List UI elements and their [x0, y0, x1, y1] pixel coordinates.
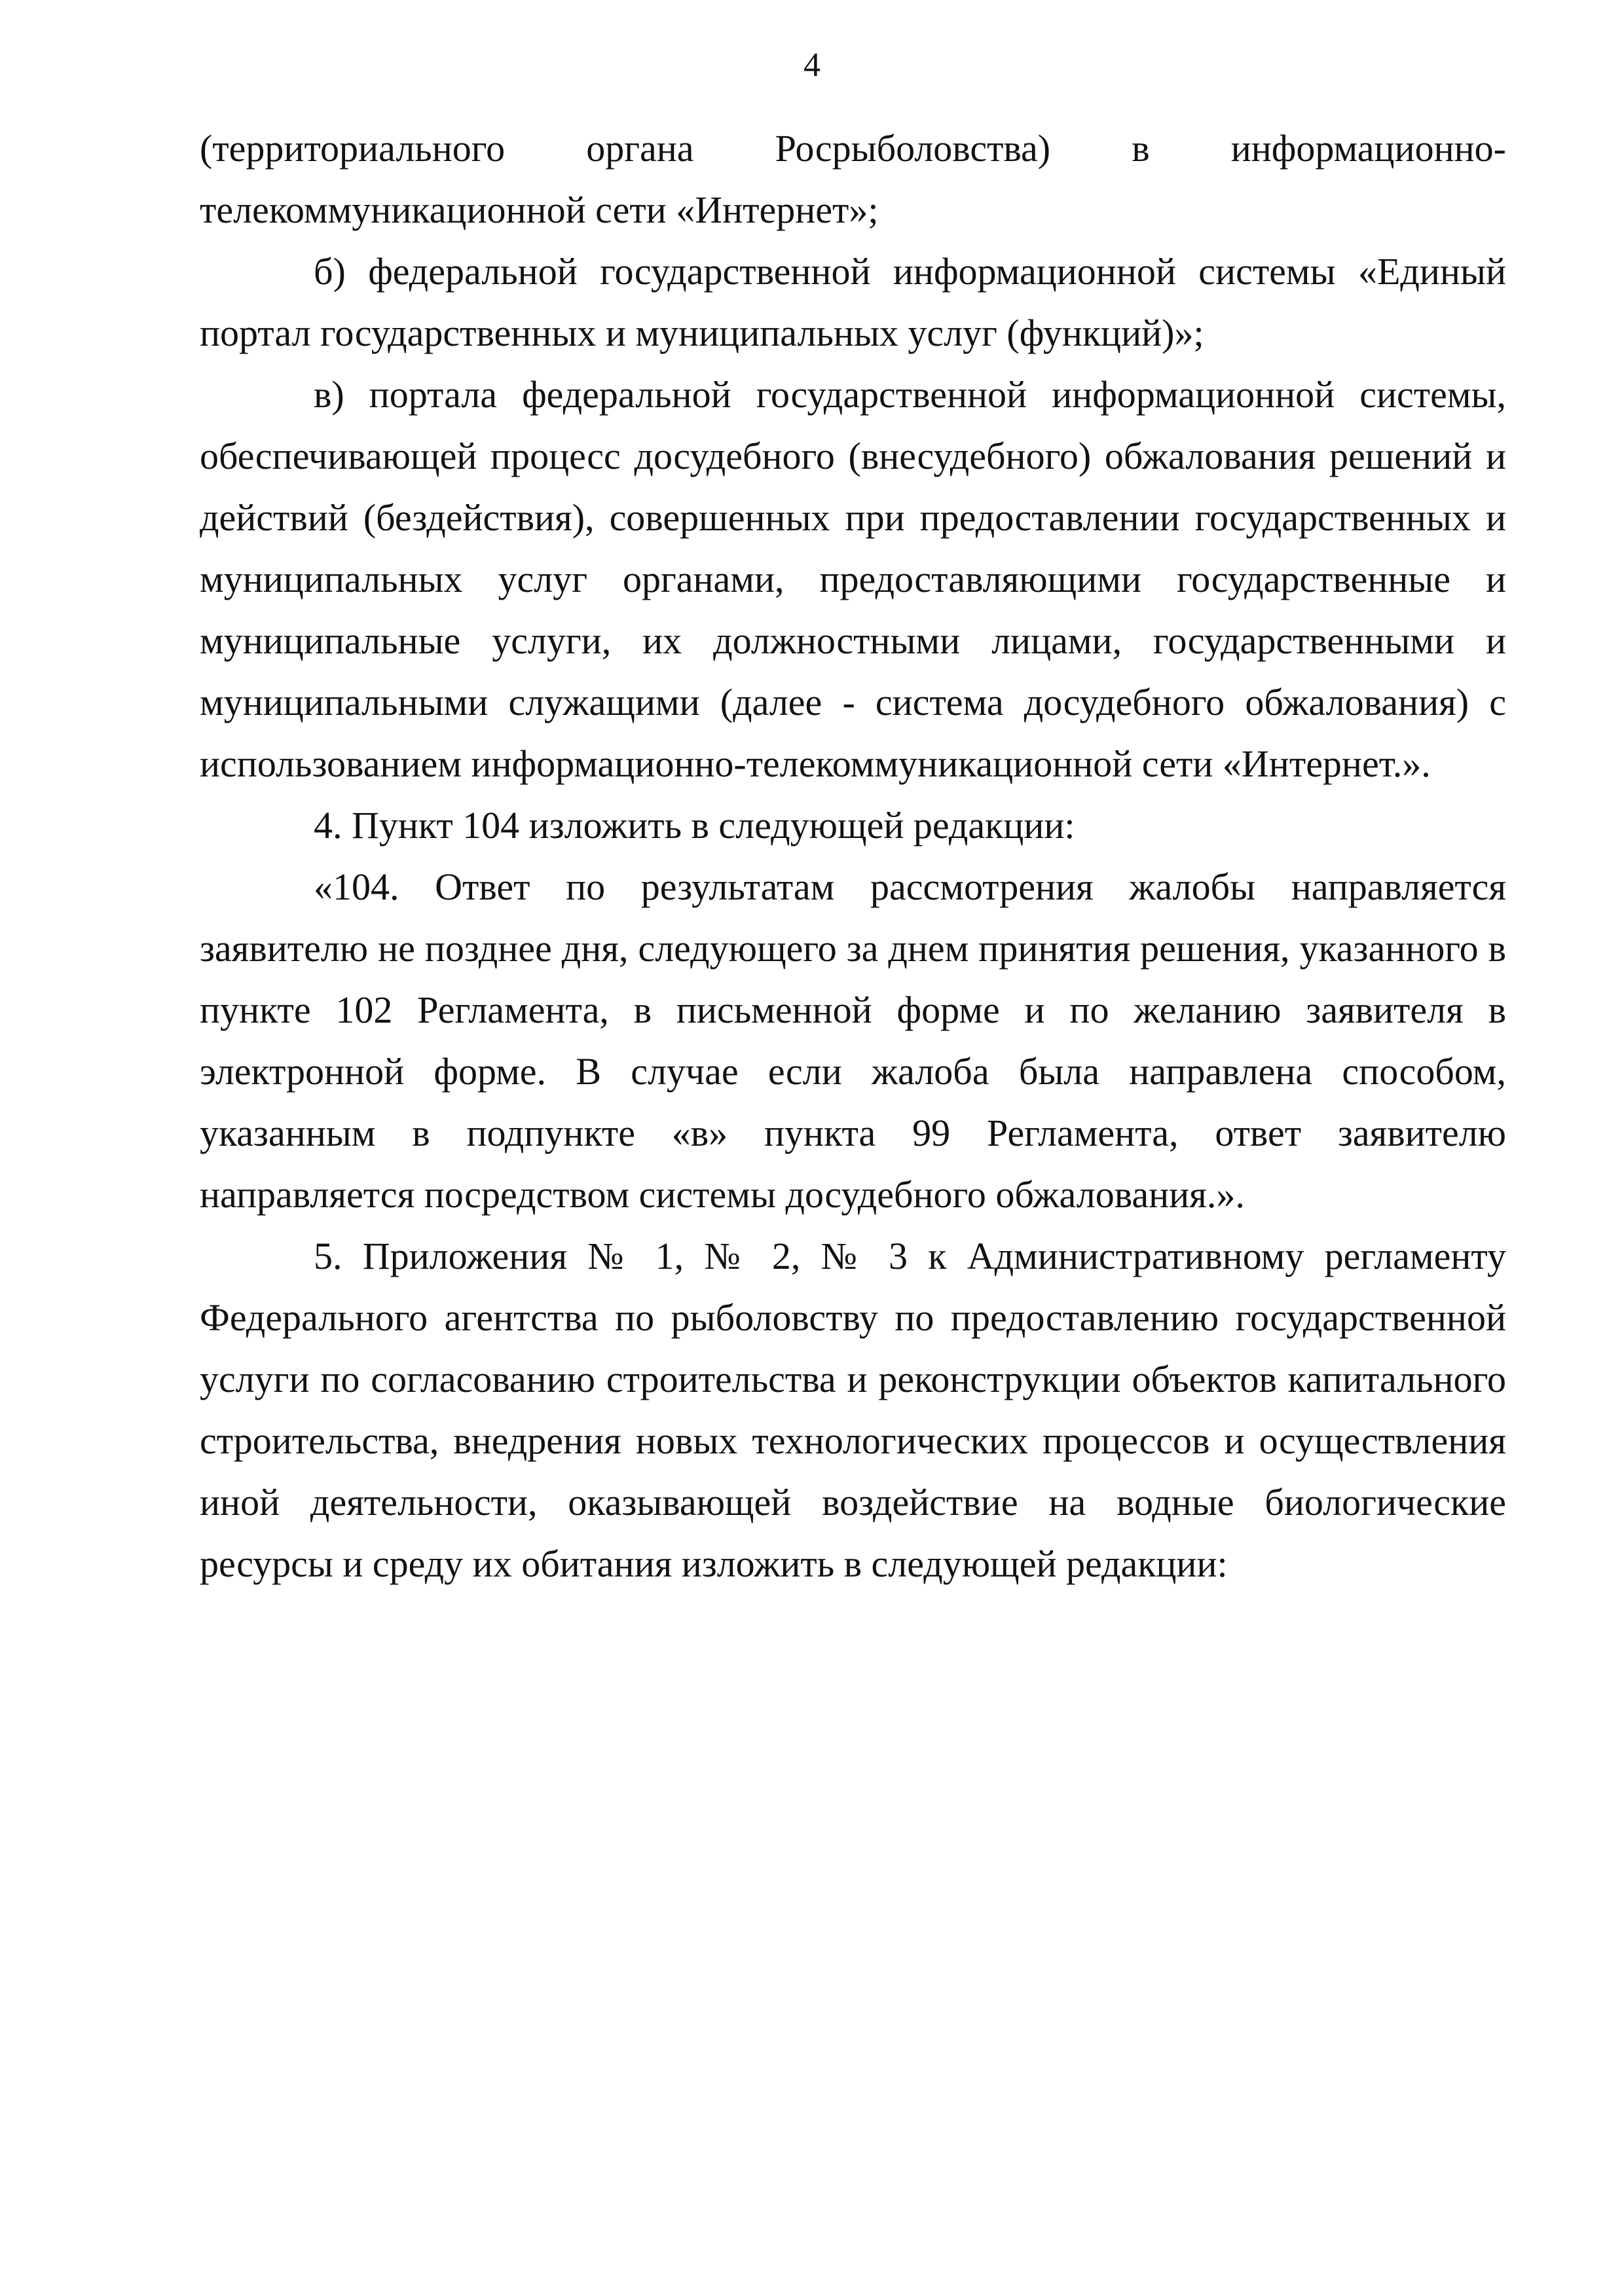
paragraph-item-b: б) федеральной государственной информационной системы «Единый портал государственных и муниципальных услуг (функций)»; [200, 250, 1506, 354]
paragraph-item-5: 5. Приложения № 1, № 2, № 3 к Административному регламенту Федерального агентства по рыболовству по предоставлению государственной услуги по согласованию строительства и реконструкции объектов капитального строительства, внедрения новых технологических процессов и осуществления иной деятельности, оказывающей воздействие на водные биологические ресурсы и среду их обитания изложить в следующей редакции: [200, 1235, 1506, 1585]
paragraph-item-v: в) портала федеральной государственной информационной системы, обеспечивающей процесс досудебного (внесудебного) обжалования решений и действий (бездействия), совершенных при предоставлении государственных и муниципальных услуг органами, предоставляющими государственные и муниципальные услуги, их должностными лицами, государственными и муниципальными служащими (далее - система досудебного обжалования) с использованием информационно-телекоммуникационной сети «Интернет.». [200, 373, 1506, 785]
paragraph-continuation: (территориального органа Росрыболовства) в информационно-телекоммуникационной сети «Интернет»; [200, 127, 1506, 231]
page-number: 4 [803, 46, 821, 84]
paragraph-item-104: «104. Ответ по результатам рассмотрения жалобы направляется заявителю не позднее дня, следующего за днем принятия решения, указанного в пункте 102 Регламента, в письменной форме и по желанию заявителя в электронной форме. В случае если жалоба была направлена способом, указанным в подпункте «в» пункта 99 Регламента, ответ заявителю направляется посредством системы досудебного обжалования.». [200, 866, 1506, 1216]
document-body [200, 118, 1506, 1595]
paragraph-item-4: 4. Пункт 104 изложить в следующей редакции: [314, 804, 1075, 847]
